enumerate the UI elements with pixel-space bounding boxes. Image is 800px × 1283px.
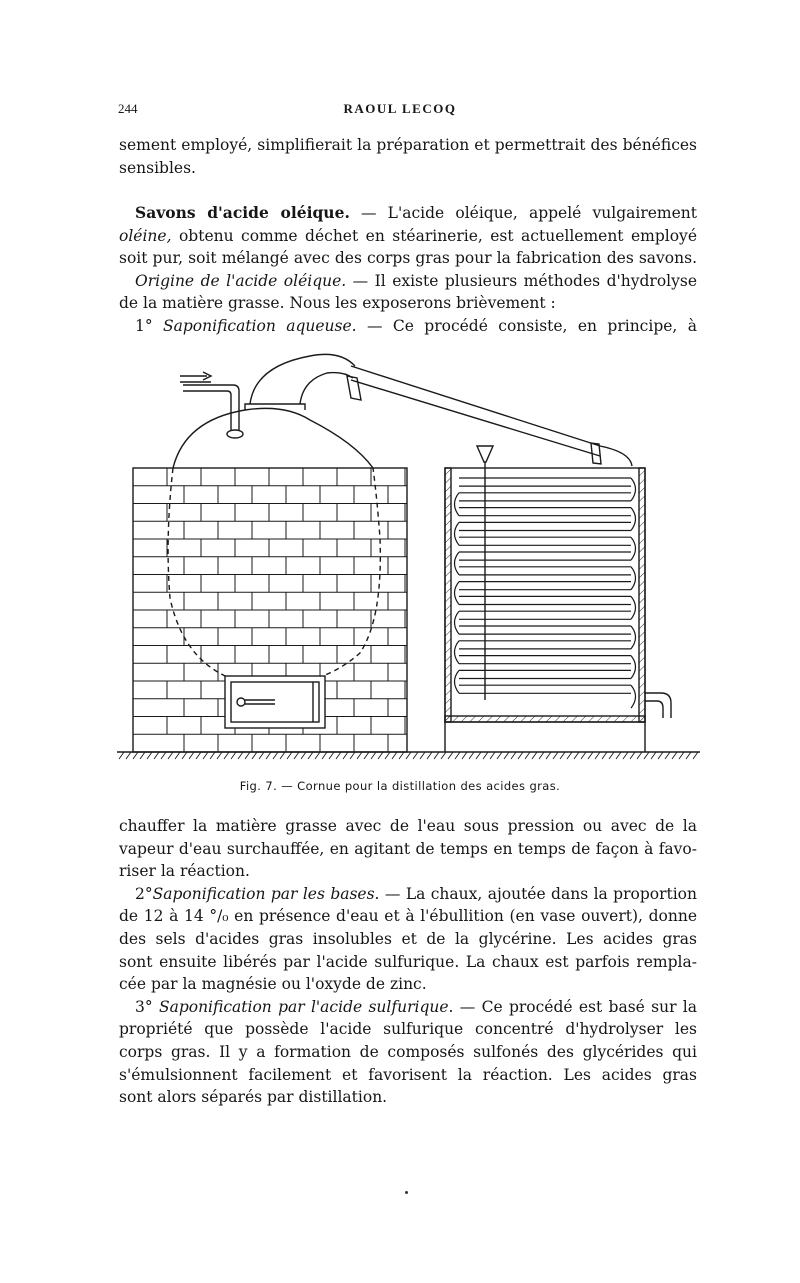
line-text: — Il existe plusieurs méthodes d'hydrolyse (346, 271, 697, 290)
line-text: sensibles. (119, 158, 196, 177)
line-text: vapeur d'eau surchauffée, en agitant de temps en temps de façon à favo- (119, 839, 697, 858)
line-text: obtenu comme déchet en stéarinerie, est actuellement employé (171, 226, 697, 245)
print-speck (405, 1191, 408, 1194)
condenser-outlet (645, 693, 671, 718)
outlet-tube (351, 366, 600, 446)
subheading-line (119, 270, 697, 293)
figure-caption: Fig. 7. — Cornue pour la distillation des acides gras. (239, 779, 561, 793)
text-line (119, 1086, 697, 1109)
list-item-2 (119, 883, 697, 906)
item-title: Saponification par l'acide sulfurique. (158, 997, 454, 1016)
running-title: RAOUL LECOQ (343, 101, 457, 116)
item-number: 1° (135, 316, 153, 335)
text-line (119, 838, 697, 861)
line-text: des sels d'acides gras insolubles et de la glycérine. Les acides gras (119, 929, 697, 948)
list-item-3 (119, 996, 697, 1019)
condenser-coil (455, 478, 636, 708)
line-text: sement employé, simplifierait la préparation et permettrait des bénéfices (119, 136, 697, 154)
text-line (119, 225, 697, 248)
item-title: Saponification aqueuse. (163, 316, 357, 335)
top-paragraph (119, 134, 697, 179)
section-heading-line (119, 202, 697, 225)
text-line (119, 134, 697, 157)
bottom-text (119, 815, 697, 1109)
list-item-1 (119, 315, 697, 338)
line-text: sont ensuite libérés par l'acide sulfurique. La chaux est parfois rempla- (119, 952, 697, 971)
line-text: — La chaux, ajoutée dans la proportion (379, 884, 697, 903)
line-text: soit pur, soit mélangé avec des corps gras pour la fabrication des savons. (119, 249, 697, 268)
line-text: — Ce procédé consiste, en principe, à (356, 316, 697, 335)
item-number: 2° (135, 884, 153, 903)
condenser-funnel (477, 446, 493, 462)
inlet-arrow (180, 372, 211, 382)
distillation-retort-figure (115, 338, 705, 778)
text-line (119, 815, 697, 838)
retort-hidden-outline (168, 468, 380, 685)
text-line (119, 247, 697, 270)
line-text: chauffer la matière grasse avec de l'eau sous pression ou avec de la (119, 817, 697, 835)
text-line (119, 1018, 697, 1041)
line-text: sont alors séparés par distillation. (119, 1088, 388, 1107)
text-line (119, 1041, 697, 1064)
subheading-origin: Origine de l'acide oléique. (135, 271, 347, 290)
text-line (119, 928, 697, 951)
firebox-door (225, 676, 325, 728)
section-oleic-acid (119, 202, 697, 338)
text-line (119, 1064, 697, 1087)
text-line (119, 951, 697, 974)
item-title: Saponification par les bases. (152, 884, 380, 903)
text-line (119, 860, 697, 883)
line-text: — Ce procédé est basé sur la (453, 997, 697, 1016)
page-number: 244 (118, 101, 138, 116)
line-text: propriété que possède l'acide sulfurique concentré d'hydrolyser les (119, 1020, 697, 1039)
text-line (119, 157, 697, 180)
line-text: corps gras. Il y a formation de composés sulfonés des glycérides qui (119, 1042, 697, 1061)
section-heading: Savons d'acide oléique. (135, 203, 350, 222)
condenser-tank (445, 446, 671, 752)
text-line (119, 292, 697, 315)
page-header (0, 101, 800, 121)
line-text: s'émulsionnent facilement et favorisent la réaction. Les acides gras (119, 1065, 697, 1084)
line-text: — L'acide oléique, appelé vulgairement (349, 204, 697, 222)
line-text: riser la réaction. (119, 862, 250, 881)
term-oleine: oléine, (119, 226, 172, 245)
line-text: de la matière grasse. Nous les exposerons brièvement : (119, 294, 556, 313)
text-line (119, 905, 697, 928)
line-text: cée par la magnésie ou l'oxyde de zinc. (119, 975, 427, 994)
text-line (119, 973, 697, 996)
line-text: de 12 à 14 °/₀ en présence d'eau et à l'ébullition (en vase ouvert), donne (119, 907, 697, 926)
retort-vessel (173, 408, 373, 468)
item-number: 3° (135, 997, 153, 1016)
